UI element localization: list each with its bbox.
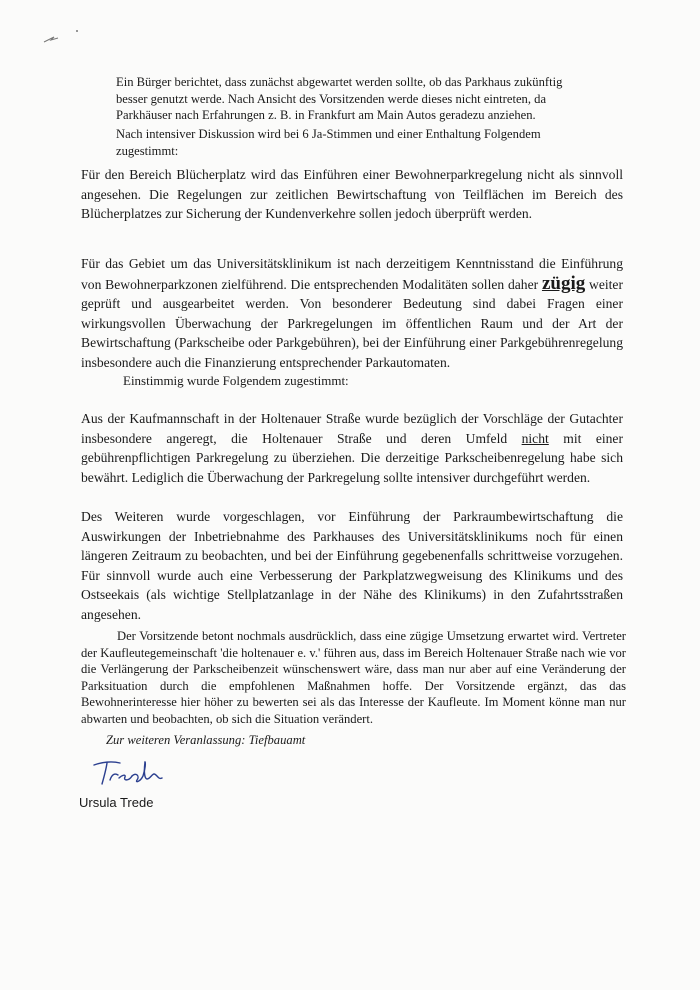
universitaetsklinikum-paragraph <box>81 254 623 373</box>
paragraph-text: mit einer gebührenpflichtigen Parkregelung zu überziehen. Die derzeitige Parkscheibenregelung habe sich bewährt. Lediglich die Überwachung der Parkregelung sollte intensiver durchgeführt werden. <box>81 430 623 485</box>
emphasis-zuegig: zügig <box>541 272 586 294</box>
holtenauer-strasse-paragraph <box>81 409 623 487</box>
unanimous-vote-heading: Einstimmig wurde Folgendem zugestimmt: <box>123 373 349 388</box>
paragraph-text: Für das Gebiet um das Universitätsklinikum ist nach derzeitigem Kenntnisstand die Einführung von Bewohnerparkzonen zielführend. Die entsprechenden Modalitäten sollen daher <box>81 256 623 292</box>
paragraph-text: Aus der Kaufmannschaft in der Holtenauer Straße wurde bezüglich der Vorschläge der Gutachter insbesondere angeregt, die Holtenauer Straße und deren Umfeld <box>81 411 623 446</box>
scan-mark-icon <box>42 28 82 48</box>
bluecherplatz-paragraph: Für den Bereich Blücherplatz wird das Einführen einer Bewohnerparkregelung nicht als sinnvoll angesehen. Die Regelungen zur zeitlichen Bewirtschaftung von Teilflächen im Bereich des Blücherplatzes zur Sicherung der Kundenverkehre sollen jedoch überprüft werden. <box>81 167 623 222</box>
paragraph-text: Der Vorsitzende betont nochmals ausdrücklich, dass eine zügige Umsetzung erwartet wird. Vertreter der Kaufleutegemeinschaft 'die holtenauer e. v.' führen aus, dass im Bereich Holtenauer Straße nach wie vor die Verlängerung der Parkscheibenzeit wünschenswert wäre, dass man nur aber auf eine Veränderung der Parksituation durch die empfohlenen Maßnahmen hoffe. Der Vorsitzende ergänzt, das das Bewohnerinteresse hier höher zu bewerten sei als das Interesse der Kaufleute. Im Moment könne man nur abwarten und beobachten, ob sich die Situation verändert. <box>81 629 626 726</box>
forwarding-note: Zur weiteren Veranlassung: Tiefbauamt <box>106 733 306 747</box>
handwritten-signature <box>92 758 164 788</box>
chairman-statement-paragraph <box>81 628 626 727</box>
signatory-name: Ursula Trede <box>79 795 154 810</box>
parkraumbewirtschaftung-paragraph: Des Weiteren wurde vorgeschlagen, vor Einführung der Parkraumbewirtschaftung die Auswirkungen der Inbetriebnahme des Parkhauses des Universitätsklinikums noch für einen längeren Zeitraum zu beobachten, und bei der Einführung gegebenenfalls schrittweise vorzugehen. Für sinnvoll wurde auch eine Verbesserung der Parkplatzwegweisung des Klinikums und des Ostseekais (als wichtige Stellplatzanlage in der Nähe des Klinikums) in den Zufahrtsstraßen angesehen. <box>81 509 623 622</box>
citizen-remark-paragraph: Ein Bürger berichtet, dass zunächst abgewartet werden sollte, ob das Parkhaus zukünftig besser genutzt werde. Nach Ansicht des Vorsitzenden werde dieses nicht eintreten, da Parkhäuser nach Erfahrungen z. B. in Frankfurt am Main Autos geradezu anziehen. <box>116 75 563 122</box>
emphasis-nicht: nicht <box>521 430 549 446</box>
vote-intro-paragraph: Nach intensiver Diskussion wird bei 6 Ja-Stimmen und einer Enthaltung Folgendem zugestimmt: <box>116 127 541 158</box>
paragraph-text: weiter geprüft und ausgearbeitet werden. Von besonderer Bedeutung sind dabei Fragen einer wirkungsvollen Überwachung der Parkregelungen im öffentlichen Raum und der Art der Bewirtschaftung (Parkscheibe oder Parkgebühren), bei der Einführung einer Parkgebührenregelung insbesondere auch die Finanzierung entsprechender Parkautomaten. <box>81 276 623 370</box>
